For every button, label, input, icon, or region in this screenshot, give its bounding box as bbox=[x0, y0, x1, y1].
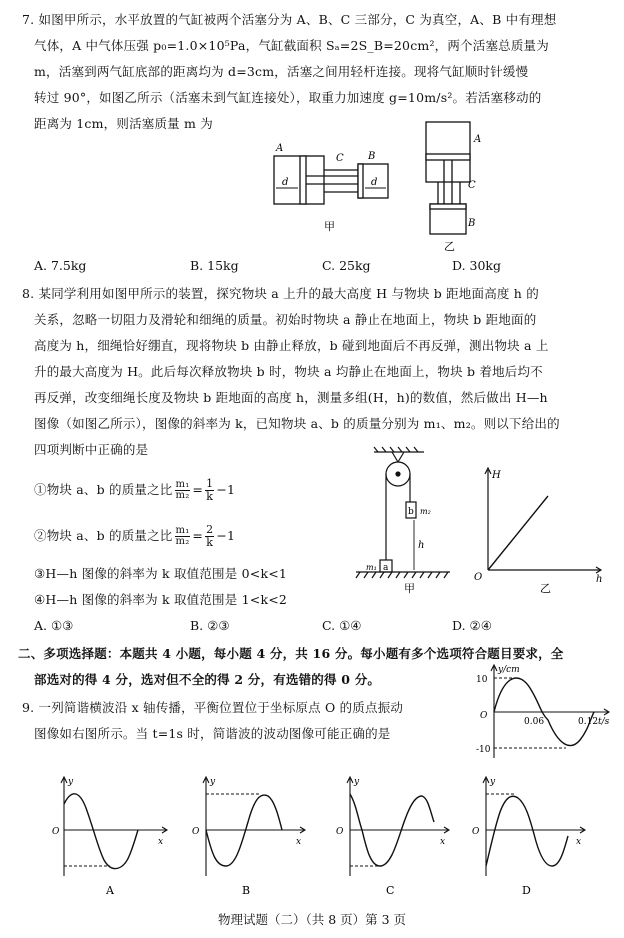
q8-figure-jia bbox=[352, 446, 460, 596]
q8-statement-3: ③H—h 图像的斜率为 k 取值范围是 0<k<1 bbox=[34, 566, 288, 581]
page-footer: 物理试题（二）（共 8 页）第 3 页 bbox=[217, 912, 407, 927]
q9-a-x: x bbox=[158, 837, 164, 847]
q9-b-letter: B bbox=[242, 884, 251, 897]
q7-line-2: 气体，A 中气体压强 p₀=1.0×10⁵Pa，气缸截面积 Sₐ=2S_B=20cm²，两个活塞总质量为 bbox=[34, 38, 549, 53]
q8-jia-label-a: a bbox=[383, 563, 389, 573]
q8-line-2: 关系，忽略一切阻力及滑轮和细绳的质量。初始时物块 a 静止在地面上，物块 b 距地面的 bbox=[34, 312, 537, 327]
q9-b-x: x bbox=[296, 837, 302, 847]
q7-figure-yi bbox=[420, 116, 500, 254]
q9-a-o: O bbox=[52, 827, 60, 837]
q8-jia-label-h: h bbox=[418, 540, 425, 551]
q7-line-1: 7. 如图甲所示，水平放置的气缸被两个活塞分为 A、B、C 三部分，C 为真空，A、B 中有理想 bbox=[22, 12, 557, 27]
q8-yi-label-O: O bbox=[474, 572, 483, 583]
q9-vib-ylabel: y/cm bbox=[498, 665, 520, 675]
q8-option-d: D. ②④ bbox=[452, 618, 492, 633]
q7-jia-label-A: A bbox=[276, 143, 284, 154]
q8-figure-yi bbox=[470, 462, 610, 602]
q9-vib-origin: O bbox=[480, 711, 488, 721]
section2-line-1: 二、多项选择题：本题共 4 小题，每小题 4 分，共 16 分。每小题有多个选项符合题目要求，全 bbox=[18, 646, 564, 661]
q8-jia-label-m2: m₂ bbox=[420, 507, 431, 516]
q9-wave-graph-b bbox=[186, 770, 310, 900]
q9-c-o: O bbox=[336, 827, 344, 837]
q9-vib-tlabel: t/s bbox=[598, 717, 610, 727]
q7-yi-label-B: B bbox=[468, 218, 476, 229]
q9-a-letter: A bbox=[106, 884, 114, 897]
q8-yi-label-H: H bbox=[492, 470, 501, 481]
q9-a-y: y bbox=[68, 777, 74, 787]
q7-line-5: 距离为 1cm，则活塞质量 m 为 bbox=[34, 116, 213, 131]
q8-jia-label-m1: m₁ bbox=[366, 563, 377, 572]
q9-vib-t1: 0.06 bbox=[524, 717, 545, 727]
q7-jia-caption: 甲 bbox=[324, 220, 335, 233]
q9-b-y: y bbox=[210, 777, 216, 787]
q9-wave-graph-d bbox=[466, 770, 590, 900]
q7-line-4: 转过 90°，如图乙所示（活塞未到气缸连接处），取重力加速度 g=10m/s²。若活塞移动的 bbox=[34, 90, 542, 105]
q7-line-3: m，活塞到两气缸底部的距离均为 d=3cm，活塞之间用轻杆连接。现将气缸顺时针缓慢 bbox=[34, 64, 529, 79]
q8-option-c: C. ①④ bbox=[322, 618, 362, 633]
q9-c-letter: C bbox=[386, 884, 395, 897]
q9-line-1: 9. 一列简谐横波沿 x 轴传播，平衡位置位于坐标原点 O 的质点振动 bbox=[22, 700, 404, 715]
q7-jia-label-B: B bbox=[368, 151, 376, 162]
q7-option-a: A. 7.5kg bbox=[34, 258, 87, 273]
q7-jia-label-d2: d bbox=[371, 177, 378, 188]
q8-line-4: 升的最大高度为 H。此后每次释放物块 b 时，物块 a 均静止在地面上，物块 b 着地后均不 bbox=[34, 364, 543, 379]
q9-wave-graph-c bbox=[330, 770, 454, 900]
q7-option-b: B. 15kg bbox=[190, 258, 239, 273]
q7-option-d: D. 30kg bbox=[452, 258, 502, 273]
q8-line-1: 8. 某同学利用如图甲所示的装置，探究物块 a 上升的最大高度 H 与物块 b 距地面高度 h 的 bbox=[22, 286, 539, 301]
q7-figure-jia bbox=[268, 140, 398, 240]
q9-vibration-graph bbox=[474, 660, 620, 764]
q8-jia-caption: 甲 bbox=[404, 582, 415, 595]
q8-line-3: 高度为 h，细绳恰好绷直，现将物块 b 由静止释放，b 碰到地面后不再反弹，测出物块 a 上 bbox=[34, 338, 549, 353]
q9-vib-t2: 0.12 bbox=[578, 717, 599, 727]
q9-d-o: O bbox=[472, 827, 480, 837]
q9-d-y: y bbox=[490, 777, 496, 787]
section2-line-2: 部选对的得 4 分，选对但不全的得 2 分，有选错的得 0 分。 bbox=[34, 672, 381, 687]
q8-option-a: A. ①③ bbox=[34, 618, 74, 633]
q7-yi-caption: 乙 bbox=[444, 240, 455, 253]
q9-d-letter: D bbox=[522, 884, 531, 897]
q8-yi-caption: 乙 bbox=[540, 582, 551, 595]
q9-b-o: O bbox=[192, 827, 200, 837]
q8-line-5: 再反弹，改变细绳长度及物块 b 距地面的高度 h，测量多组(H，h)的数值，然后做出 H—h bbox=[34, 390, 548, 405]
q7-jia-label-d1: d bbox=[282, 177, 289, 188]
q7-option-c: C. 25kg bbox=[322, 258, 371, 273]
q8-statement-2: ②物块 a、b 的质量之比 $\frac{\text{m₁}}{\text{m₂}}$ = $\frac{2}{k}$ −1 bbox=[34, 523, 236, 549]
q8-yi-label-h: h bbox=[596, 574, 603, 585]
q8-jia-label-b: b bbox=[408, 507, 414, 517]
q7-yi-label-C: C bbox=[468, 180, 476, 191]
q8-statement-4: ④H—h 图像的斜率为 k 取值范围是 1<k<2 bbox=[34, 592, 288, 607]
q8-statement-1: ①物块 a、b 的质量之比 $\frac{\text{m₁}}{\text{m₂}}$ = $\frac{1}{k}$ −1 bbox=[34, 477, 236, 503]
q9-c-x: x bbox=[440, 837, 446, 847]
q9-d-x: x bbox=[576, 837, 582, 847]
q9-c-y: y bbox=[354, 777, 360, 787]
q8-option-b: B. ②③ bbox=[190, 618, 230, 633]
q9-vib-ypos: 10 bbox=[476, 675, 488, 685]
q8-line-6: 图像（如图乙所示），图像的斜率为 k，已知物块 a、b 的质量分别为 m₁、m₂。则以下给出的 bbox=[34, 416, 560, 431]
q9-line-2: 图像如右图所示。当 t=1s 时，简谐波的波动图像可能正确的是 bbox=[34, 726, 391, 741]
q8-line-7: 四项判断中正确的是 bbox=[34, 442, 149, 457]
q7-yi-label-A: A bbox=[474, 134, 482, 145]
q7-jia-label-C: C bbox=[336, 153, 344, 164]
q9-wave-graph-a bbox=[50, 770, 174, 900]
q9-vib-yneg: -10 bbox=[476, 745, 491, 755]
